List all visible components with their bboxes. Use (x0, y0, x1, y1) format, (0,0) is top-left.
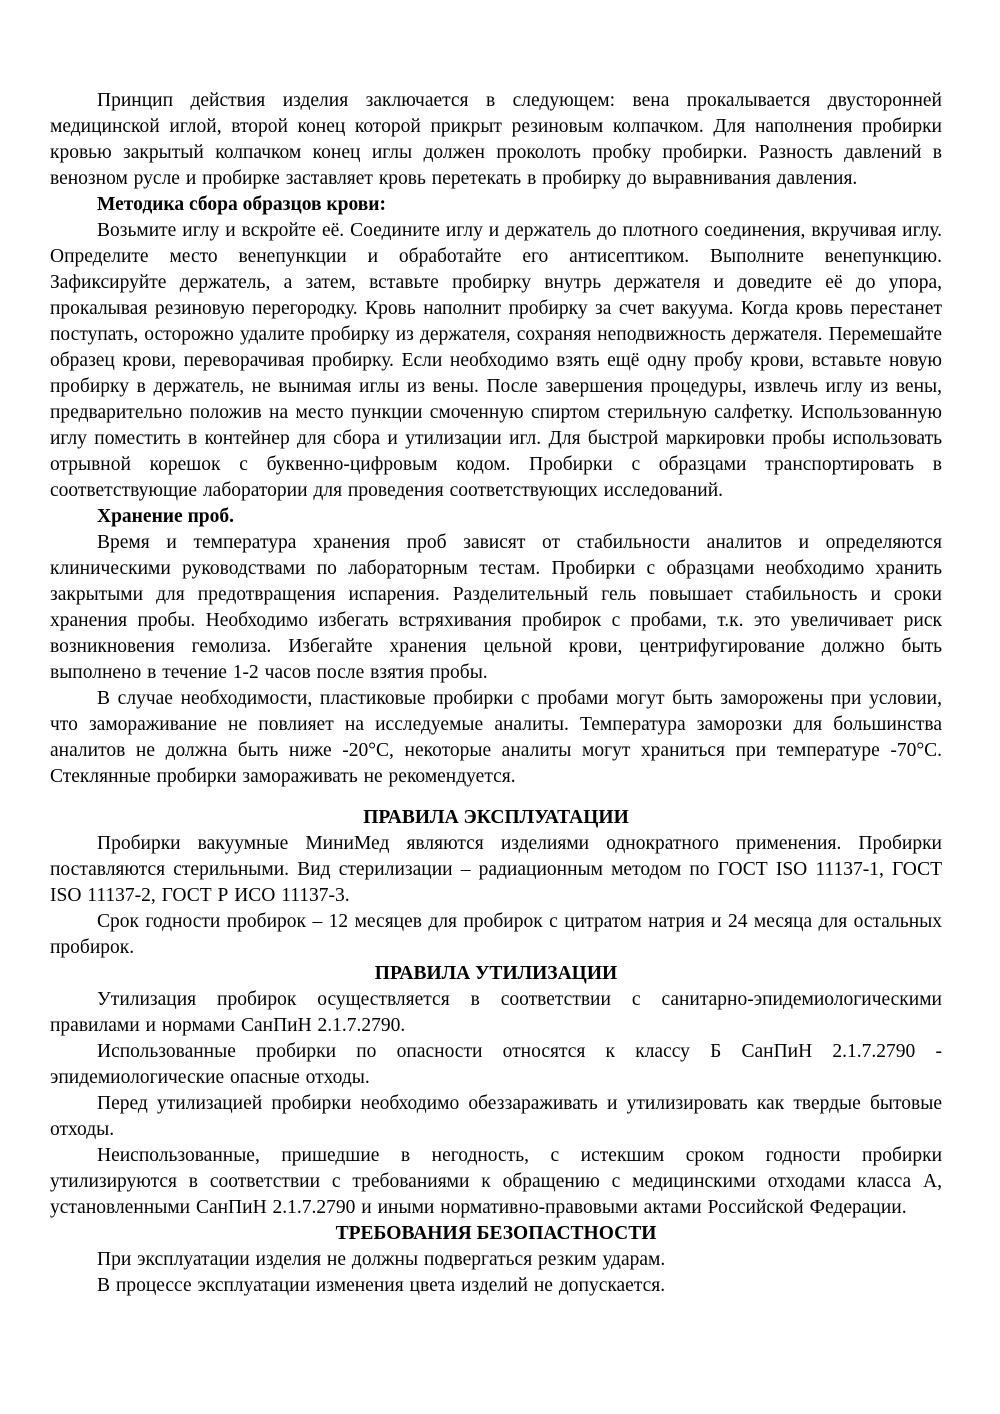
heading-blood-collection-method: Методика сбора образцов крови: (97, 194, 387, 215)
paragraph-collection-procedure: Возьмите иглу и вскройте её. Соедините иглу и держатель до плотного соединения, вкручивая иглу. Определите место венепункции и обработайте его антисептиком. Выполните венепункцию. Зафиксируйте держатель, а затем, вставьте пробирку внутрь держателя и доведите её до упора, прокалывая резиновую перегородку. Кровь наполнит пробирку за счет вакуума. Когда кровь перестанет поступать, осторожно удалите пробирку из держателя, сохраняя неподвижность держателя. Перемешайте образец крови, переворачивая пробирку. Если необходимо взять ещё одну пробу крови, вставьте новую пробирку в держатель, не вынимая иглы из вены. После завершения процедуры, извлечь иглу из вены, предварительно положив на место пункции смоченную спиртом стерильную салфетку. Использованную иглу поместить в контейнер для сбора и утилизации игл. Для быстрой маркировки пробы использовать отрывной корешок с буквенно-цифровым кодом. Пробирки с образцами транспортировать в соответствующие лаборатории для проведения соответствующих исследований. (50, 220, 942, 501)
paragraph-single-use-sterilization: Пробирки вакуумные МиниМед являются изделиями однократного применения. Пробирки поставляются стерильными. Вид стерилизации – радиационным методом по ГОСТ ISO 11137-1, ГОСТ ISO 11137-2, ГОСТ Р ИСО 11137-3. (50, 833, 942, 906)
paragraph-no-sharp-impacts: При эксплуатации изделия не должны подвергаться резким ударам. (97, 1249, 666, 1270)
heading-operation-rules: ПРАВИЛА ЭКСПЛУАТАЦИИ (363, 807, 629, 828)
paragraph-shelf-life: Срок годности пробирок – 12 месяцев для пробирок с цитратом натрия и 24 месяца для остальных пробирок. (50, 911, 942, 958)
paragraph-storage-conditions: Время и температура хранения проб зависят от стабильности аналитов и определяются клиническими руководствами по лабораторным тестам. Пробирки с образцами необходимо хранить закрытыми для предотвращения испарения. Разделительный гель повышает стабильность и сроки хранения пробы. Необходимо избегать встряхивания пробирок с пробами, т.к. это увеличивает риск возникновения гемолиза. Избегайте хранения цельной крови, центрифугирование должно быть выполнено в течение 1-2 часов после взятия пробы. (50, 532, 942, 683)
paragraph-disposal-sanpin: Утилизация пробирок осуществляется в соответствии с санитарно-эпидемиологическими правилами и нормами СанПиН 2.1.7.2790. (50, 989, 942, 1036)
paragraph-disinfection-before-disposal: Перед утилизацией пробирки необходимо обеззараживать и утилизировать как твердые бытовые отходы. (50, 1093, 942, 1140)
paragraph-principle-of-operation: Принцип действия изделия заключается в следующем: вена прокалывается двусторонней медицинской иглой, второй конец которой прикрыт резиновым колпачком. Для наполнения пробирки кровью закрытый колпачком конец иглы должен проколоть пробку пробирки. Разность давлений в венозном русле и пробирке заставляет кровь перетекать в пробирку до выравнивания давления. (50, 90, 942, 189)
paragraph-freezing-conditions: В случае необходимости, пластиковые пробирки с пробами могут быть заморожены при условии, что замораживание не повлияет на исследуемые аналиты. Температура заморозки для большинства аналитов не должна быть ниже -20°С, некоторые аналиты могут храниться при температуре -70°С. Стеклянные пробирки замораживать не рекомендуется. (50, 688, 942, 787)
heading-sample-storage: Хранение проб. (97, 506, 235, 527)
heading-disposal-rules: ПРАВИЛА УТИЛИЗАЦИИ (374, 963, 618, 984)
paragraph-unused-expired-tubes: Неиспользованные, пришедшие в негодность, с истекшим сроком годности пробирки утилизируются в соответствии с требованиями к обращению с медицинскими отходами класса А, установленными СанПиН 2.1.7.2790 и иными нормативно-правовыми актами Российской Федерации. (50, 1145, 942, 1218)
heading-safety-requirements: ТРЕБОВАНИЯ БЕЗОПАСТНОСТИ (335, 1223, 657, 1244)
paragraph-used-tubes-class-b: Использованные пробирки по опасности относятся к классу Б СанПиН 2.1.7.2790 - эпидемиологические опасные отходы. (50, 1041, 942, 1088)
paragraph-no-color-change: В процессе эксплуатации изменения цвета изделий не допускается. (97, 1275, 666, 1296)
